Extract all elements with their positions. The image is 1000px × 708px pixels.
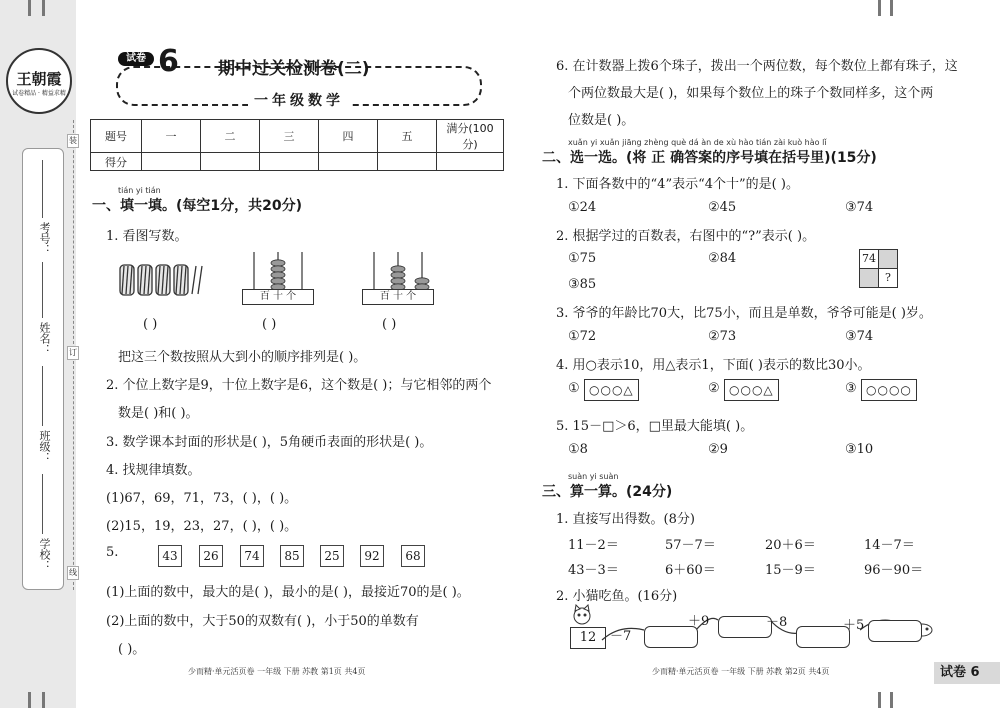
number-card: 26 bbox=[199, 545, 223, 567]
binding-mark bbox=[878, 0, 881, 16]
option[interactable]: ①8 bbox=[568, 442, 588, 457]
table-cell: 题号 bbox=[91, 120, 142, 153]
abacus-label: 百 十 个 bbox=[362, 289, 434, 305]
table-cell: 满分(100分) bbox=[437, 120, 504, 153]
paper-number: 6 bbox=[158, 44, 179, 79]
calc-item: 43－3＝ bbox=[568, 563, 619, 578]
paper-badge: 试卷 bbox=[118, 52, 154, 66]
calc-item: 14－7＝ bbox=[864, 538, 915, 553]
question-6: 6. 在计数器上拨6个珠子，拨出一个两位数，每个数位上都有珠子，这 bbox=[556, 59, 958, 74]
question-5-2-cont: ( )。 bbox=[118, 642, 146, 657]
question-3: 3. 数学课本封面的形状是( )，5角硬币表面的形状是( )。 bbox=[106, 435, 433, 450]
binding-mark bbox=[28, 0, 31, 16]
fill-line bbox=[42, 474, 43, 534]
calc-item: 96－90＝ bbox=[864, 563, 924, 578]
abacus-2 bbox=[362, 250, 434, 306]
calc-1: 1. 直接写出得数。(8分) bbox=[556, 512, 695, 527]
section-1-title: 一、填一填。(每空1分，共20分) bbox=[92, 198, 303, 214]
answer-blank[interactable]: ( ) bbox=[382, 317, 397, 332]
question-2-cont: 数是( )和( )。 bbox=[118, 406, 199, 421]
grid-cell: 74 bbox=[859, 249, 879, 269]
binding-mark bbox=[890, 692, 893, 708]
question-6-cont: 个两位数最大是( )，如果每个数位上的珠子个数同样多，这个两 bbox=[568, 86, 934, 101]
option[interactable]: ①75 bbox=[568, 251, 597, 266]
calc-item: 6＋60＝ bbox=[665, 563, 716, 578]
binding-mark bbox=[28, 692, 31, 708]
answer-blank[interactable]: ( ) bbox=[262, 317, 277, 332]
abacus-1 bbox=[242, 250, 314, 306]
operation-label: ＋5 bbox=[843, 618, 865, 633]
label-class: 班级： bbox=[38, 430, 51, 463]
page-subtitle: 一年级数学 bbox=[248, 90, 350, 110]
hundred-grid-figure bbox=[859, 249, 897, 287]
choice-2: 2. 根据学过的百数表，右图中的“?”表示( )。 bbox=[556, 229, 816, 244]
calc-item: 20＋6＝ bbox=[765, 538, 816, 553]
binding-mark bbox=[890, 0, 893, 16]
page-title: 期中过关检测卷(二) bbox=[218, 59, 370, 79]
question-2: 2. 个位上数字是9，十位上数字是6，这个数是( )；与它相邻的两个 bbox=[106, 378, 492, 393]
logo-text: 王朝霞 bbox=[16, 70, 62, 88]
option[interactable]: ③10 bbox=[845, 442, 874, 457]
bundle bbox=[138, 265, 152, 295]
option[interactable]: ②84 bbox=[708, 251, 737, 266]
table-cell: 五 bbox=[378, 120, 437, 153]
option[interactable]: ① bbox=[568, 381, 580, 396]
question-4-1: (1)67，69，71，73，( )，( )。 bbox=[106, 491, 298, 506]
page-footer: 少而精·单元活页卷 一年级 下册 苏教 第2页 共4页 bbox=[652, 667, 830, 676]
seam-mark: 订 bbox=[67, 346, 79, 360]
option[interactable]: ②9 bbox=[708, 442, 728, 457]
operation-label: －7 bbox=[610, 629, 632, 644]
option[interactable]: ①24 bbox=[568, 200, 597, 215]
answer-box[interactable] bbox=[796, 626, 850, 648]
grid-cell: ? bbox=[878, 268, 898, 288]
shape-box: ○○○○ bbox=[861, 379, 917, 401]
number-card: 85 bbox=[280, 545, 304, 567]
fill-line bbox=[42, 262, 43, 318]
score-table bbox=[90, 119, 504, 171]
binding-mark bbox=[42, 0, 45, 16]
label-exam-id: 考号： bbox=[38, 222, 51, 255]
table-cell[interactable] bbox=[319, 153, 378, 171]
seam-mark: 线 bbox=[67, 566, 79, 580]
section-3-title: 三、算一算。(24分) bbox=[542, 484, 673, 500]
shape-box: ○○○△ bbox=[724, 379, 779, 401]
calc-item: 11－2＝ bbox=[568, 538, 619, 553]
question-1-order: 把这三个数按照从大到小的顺序排列是( )。 bbox=[118, 350, 367, 365]
option[interactable]: ③74 bbox=[845, 200, 874, 215]
grid-cell bbox=[859, 268, 879, 288]
option[interactable]: ② bbox=[708, 381, 720, 396]
pinyin: suàn yi suàn bbox=[568, 472, 619, 481]
stick-bundles-figure bbox=[118, 260, 214, 300]
option[interactable]: ③ bbox=[845, 381, 857, 396]
question-5: 5. bbox=[106, 545, 119, 560]
section-2-title: 二、选一选。(将 正 确答案的序号填在括号里)(15分) bbox=[542, 150, 877, 166]
option[interactable]: ②73 bbox=[708, 329, 737, 344]
answer-box[interactable] bbox=[718, 616, 772, 638]
binding-mark bbox=[878, 692, 881, 708]
table-cell: 四 bbox=[319, 120, 378, 153]
table-cell[interactable] bbox=[378, 153, 437, 171]
choice-1: 1. 下面各数中的“4”表示“4个十”的是( )。 bbox=[556, 177, 799, 192]
table-cell[interactable] bbox=[260, 153, 319, 171]
abacus-label: 百 十 个 bbox=[242, 289, 314, 305]
table-cell[interactable] bbox=[201, 153, 260, 171]
cat-start-box: 12 bbox=[570, 627, 606, 649]
student-info-box bbox=[22, 148, 64, 590]
label-school: 学校： bbox=[38, 538, 51, 571]
brand-logo bbox=[6, 48, 72, 114]
pinyin: xuǎn yi xuǎn jiāng zhèng què dá àn de xù hào tián zài kuò hào lǐ bbox=[568, 138, 827, 147]
grid-cell bbox=[878, 249, 898, 269]
abacus-rods bbox=[362, 250, 434, 290]
seam-mark: 装 bbox=[67, 134, 79, 148]
bundle bbox=[156, 265, 170, 295]
operation-label: －8 bbox=[766, 615, 788, 630]
operation-label: ＋9 bbox=[688, 614, 710, 629]
calc-item: 57－7＝ bbox=[665, 538, 716, 553]
number-card: 74 bbox=[240, 545, 264, 567]
number-card: 43 bbox=[158, 545, 182, 567]
number-card: 92 bbox=[360, 545, 384, 567]
option[interactable]: ①72 bbox=[568, 329, 597, 344]
answer-box[interactable] bbox=[868, 620, 922, 642]
choice-5: 5. 15－□＞6，□里最大能填( )。 bbox=[556, 419, 754, 434]
question-5-2: (2)上面的数中，大于50的双数有( )，小于50的单数有 bbox=[106, 614, 419, 629]
question-6-cont: 位数是( )。 bbox=[568, 113, 635, 128]
number-card: 25 bbox=[320, 545, 344, 567]
table-row bbox=[91, 153, 504, 171]
question-4: 4. 找规律填数。 bbox=[106, 463, 201, 478]
bundle bbox=[174, 265, 188, 295]
question-4-2: (2)15，19，23，27，( )，( )。 bbox=[106, 519, 298, 534]
number-card: 68 bbox=[401, 545, 425, 567]
table-cell: 得分 bbox=[91, 153, 142, 171]
calc-item: 15－9＝ bbox=[765, 563, 816, 578]
abacus-rods bbox=[242, 250, 314, 290]
pinyin: tián yi tián bbox=[118, 186, 161, 195]
table-cell: 二 bbox=[201, 120, 260, 153]
answer-box[interactable] bbox=[644, 626, 698, 648]
answer-blank[interactable]: ( ) bbox=[143, 317, 158, 332]
table-cell: 一 bbox=[142, 120, 201, 153]
page-footer: 少而精·单元活页卷 一年级 下册 苏教 第1页 共4页 bbox=[188, 667, 366, 676]
fill-line bbox=[42, 160, 43, 218]
binding-mark bbox=[42, 692, 45, 708]
table-cell[interactable] bbox=[142, 153, 201, 171]
question-5-1: (1)上面的数中，最大的是( )，最小的是( )，最接近70的是( )。 bbox=[106, 585, 470, 600]
choice-4: 4. 用○表示10，用△表示1，下面( )表示的数比30小。 bbox=[556, 358, 871, 373]
choice-3: 3. 爷爷的年龄比70大，比75小，而且是单数，爷爷可能是( )岁。 bbox=[556, 306, 932, 321]
table-cell: 三 bbox=[260, 120, 319, 153]
label-name: 姓名： bbox=[38, 322, 51, 355]
option[interactable]: ②45 bbox=[708, 200, 737, 215]
paper-tag: 试卷 6 bbox=[934, 662, 1000, 684]
table-cell[interactable] bbox=[437, 153, 504, 171]
table-row bbox=[91, 120, 504, 153]
shape-box: ○○○△ bbox=[584, 379, 639, 401]
option[interactable]: ③74 bbox=[845, 329, 874, 344]
bundle bbox=[120, 265, 134, 295]
calc-2: 2. 小猫吃鱼。(16分) bbox=[556, 589, 678, 604]
question-1: 1. 看图写数。 bbox=[106, 229, 188, 244]
logo-subtext: 试卷精品 · 精益求精 bbox=[12, 90, 66, 97]
fill-line bbox=[42, 366, 43, 426]
cat-icon bbox=[574, 605, 590, 624]
option[interactable]: ③85 bbox=[568, 277, 597, 292]
